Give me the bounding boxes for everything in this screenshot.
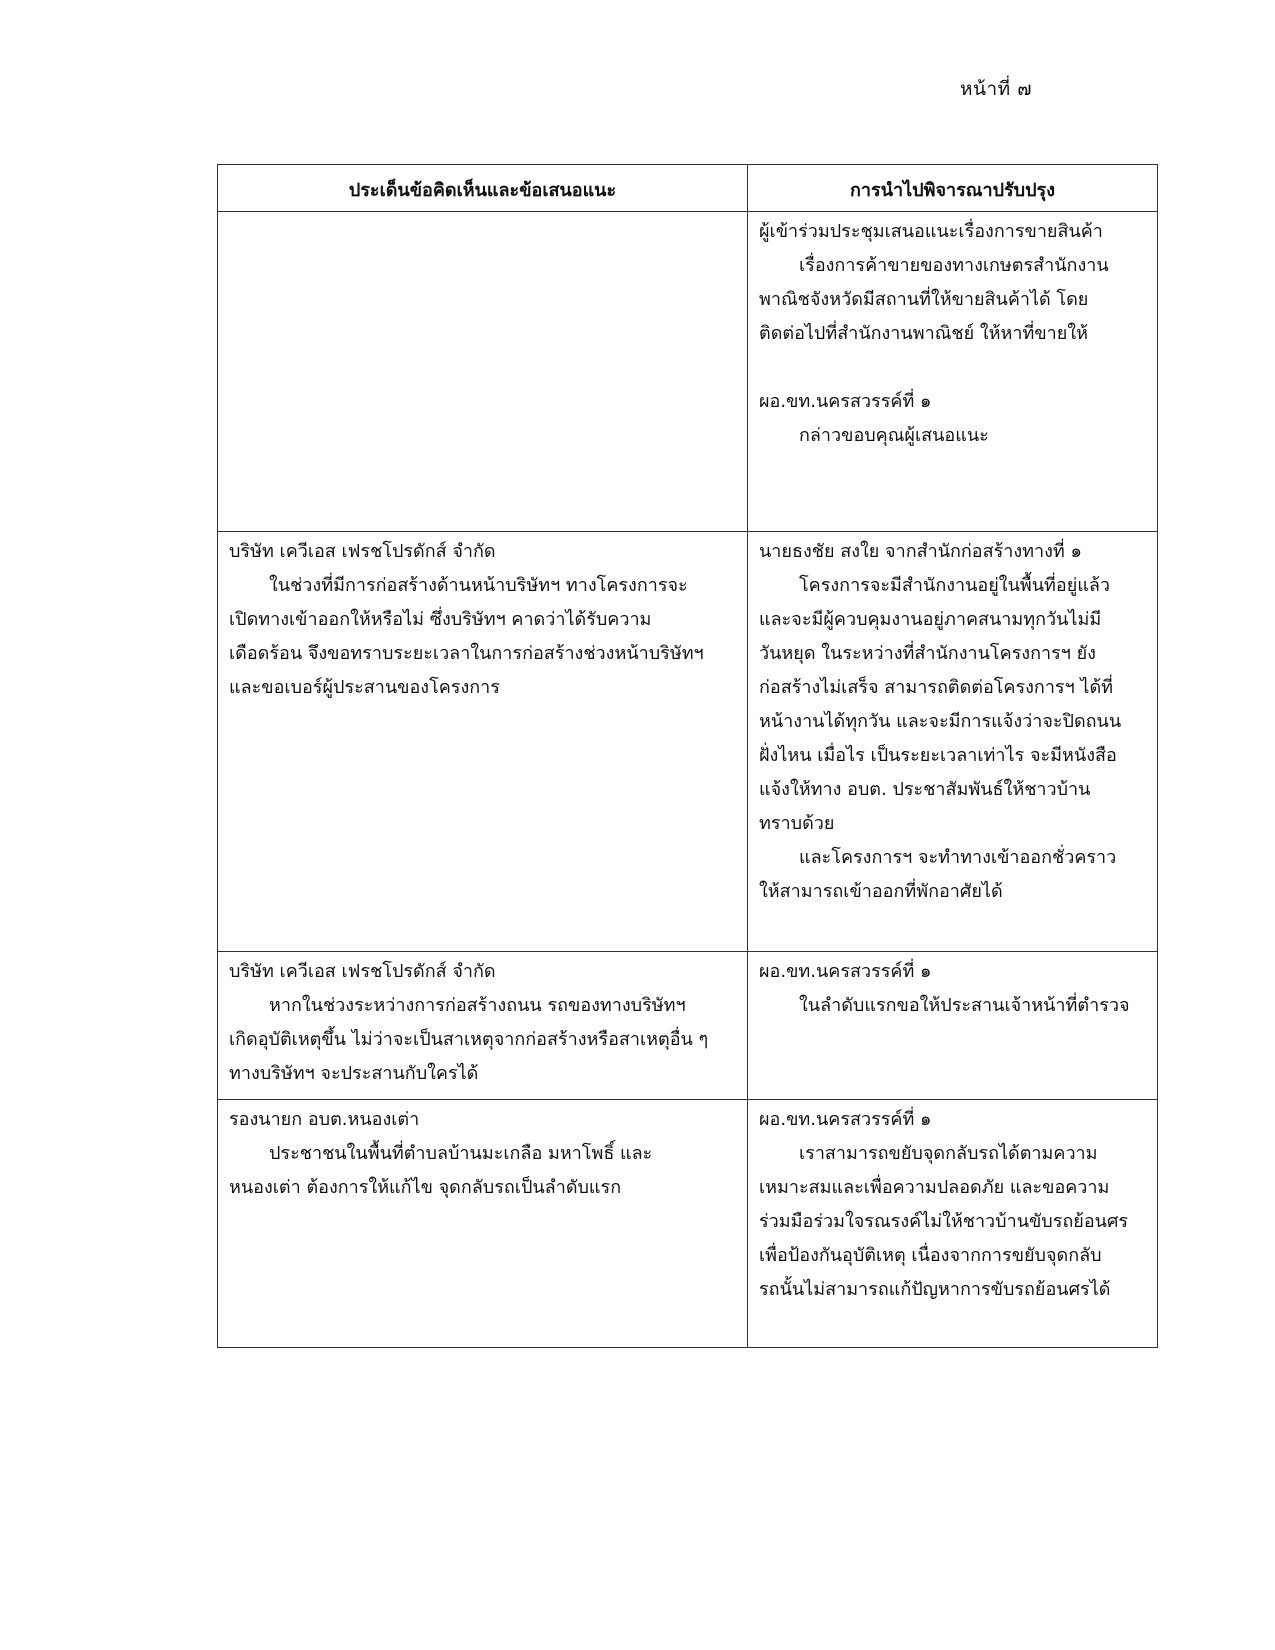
comment-line: บริษัท เควีเอส เฟรชโปรดักส์ จำกัด — [229, 961, 496, 982]
blank-line — [759, 351, 1149, 385]
response-line: พาณิชจังหวัดมีสถานที่ให้ขายสินค้าได้ โดย — [759, 289, 1089, 310]
response-line: แจ้งให้ทาง อบต. ประชาสัมพันธ์ให้ชาวบ้าน — [759, 779, 1091, 800]
page-number: หน้าที่ ๗ — [960, 78, 1033, 100]
table-row — [218, 952, 1158, 1100]
table-header-row — [218, 165, 1158, 212]
comment-cell — [218, 952, 748, 1100]
comment-line: หากในช่วงระหว่างการก่อสร้างถนน รถของทางบริษัทฯ — [269, 995, 686, 1016]
response-line: ผอ.ขท.นครสวรรค์ที่ ๑ — [759, 391, 932, 412]
comment-line: ประชาชนในพื้นที่ตำบลบ้านมะเกลือ มหาโพธิ์ และ — [269, 1143, 653, 1164]
response-line: ติดต่อไปที่สำนักงานพาณิชย์ ให้หาที่ขายให้ — [759, 323, 1088, 344]
response-line: และโครงการฯ จะทำทางเข้าออกชั่วคราว — [799, 847, 1117, 868]
response-line: และจะมีผู้ควบคุมงานอยู่ภาคสนามทุกวันไม่มี — [759, 609, 1102, 630]
response-line: หน้างานได้ทุกวัน และจะมีการแจ้งว่าจะปิดถนน — [759, 711, 1122, 732]
comment-line: และขอเบอร์ผู้ประสานของโครงการ — [229, 677, 500, 698]
comments-table — [217, 164, 1158, 1348]
response-line: เรื่องการค้าขายของทางเกษตรสำนักงาน — [799, 255, 1109, 276]
response-line: ผอ.ขท.นครสวรรค์ที่ ๑ — [759, 961, 932, 982]
comment-line: เกิดอุบัติเหตุขึ้น ไม่ว่าจะเป็นสาเหตุจากก่อสร้างหรือสาเหตุอื่น ๆ — [229, 1029, 709, 1050]
table-row — [218, 532, 1158, 952]
response-line: วันหยุด ในระหว่างที่สำนักงานโครงการฯ ยัง — [759, 643, 1096, 664]
response-line: นายธงชัย สงใย จากสำนักก่อสร้างทางที่ ๑ — [759, 541, 1082, 562]
response-cell — [748, 212, 1158, 532]
response-line: ร่วมมือร่วมใจรณรงค์ไม่ให้ชาวบ้านขับรถย้อนศร — [759, 1211, 1129, 1232]
response-line: ก่อสร้างไม่เสร็จ สามารถติดต่อโครงการฯ ได้ที่ — [759, 677, 1114, 698]
comment-line: ในช่วงที่มีการก่อสร้างด้านหน้าบริษัทฯ ทางโครงการจะ — [269, 575, 688, 596]
response-line: เหมาะสมและเพื่อความปลอดภัย และขอความ — [759, 1177, 1110, 1198]
response-cell — [748, 952, 1158, 1100]
response-cell — [748, 532, 1158, 952]
comment-line: รองนายก อบต.หนองเต่า — [229, 1109, 420, 1130]
comment-line: เปิดทางเข้าออกให้หรือไม่ ซึ่งบริษัทฯ คาดว่าได้รับความ — [229, 609, 652, 630]
response-line: เราสามารถขยับจุดกลับรถได้ตามความ — [799, 1143, 1098, 1164]
response-line: ผู้เข้าร่วมประชุมเสนอแนะเรื่องการขายสินค้า — [759, 221, 1103, 242]
response-line: เพื่อป้องกันอุบัติเหตุ เนื่องจากการขยับจุดกลับ — [759, 1245, 1102, 1266]
response-line: รถนั้นไม่สามารถแก้ปัญหาการขับรถย้อนศรได้ — [759, 1279, 1111, 1300]
header-consideration: การนำไปพิจารณาปรับปรุง — [748, 165, 1158, 212]
response-line: ให้สามารถเข้าออกที่พักอาศัยได้ — [759, 881, 1003, 902]
comment-line: หนองเต่า ต้องการให้แก้ไข จุดกลับรถเป็นลำดับแรก — [229, 1177, 622, 1198]
comment-line: เดือดร้อน จึงขอทราบระยะเวลาในการก่อสร้างช่วงหน้าบริษัทฯ — [229, 643, 704, 664]
comment-cell — [218, 212, 748, 532]
header-comments: ประเด็นข้อคิดเห็นและข้อเสนอแนะ — [218, 165, 748, 212]
response-line: โครงการจะมีสำนักงานอยู่ในพื้นที่อยู่แล้ว — [799, 575, 1111, 596]
comment-line: บริษัท เควีเอส เฟรชโปรดักส์ จำกัด — [229, 541, 496, 562]
response-cell — [748, 1100, 1158, 1348]
response-line: ทราบด้วย — [759, 813, 835, 834]
comment-cell — [218, 1100, 748, 1348]
response-line: ผอ.ขท.นครสวรรค์ที่ ๑ — [759, 1109, 932, 1130]
comment-cell — [218, 532, 748, 952]
response-line: ในลำดับแรกขอให้ประสานเจ้าหน้าที่ตำรวจ — [799, 995, 1130, 1016]
table-row — [218, 1100, 1158, 1348]
table-row — [218, 212, 1158, 532]
response-line: กล่าวขอบคุณผู้เสนอแนะ — [799, 425, 989, 446]
comment-line: ทางบริษัทฯ จะประสานกับใครได้ — [229, 1063, 479, 1084]
response-line: ฝั่งไหน เมื่อไร เป็นระยะเวลาเท่าไร จะมีหนังสือ — [759, 745, 1117, 766]
